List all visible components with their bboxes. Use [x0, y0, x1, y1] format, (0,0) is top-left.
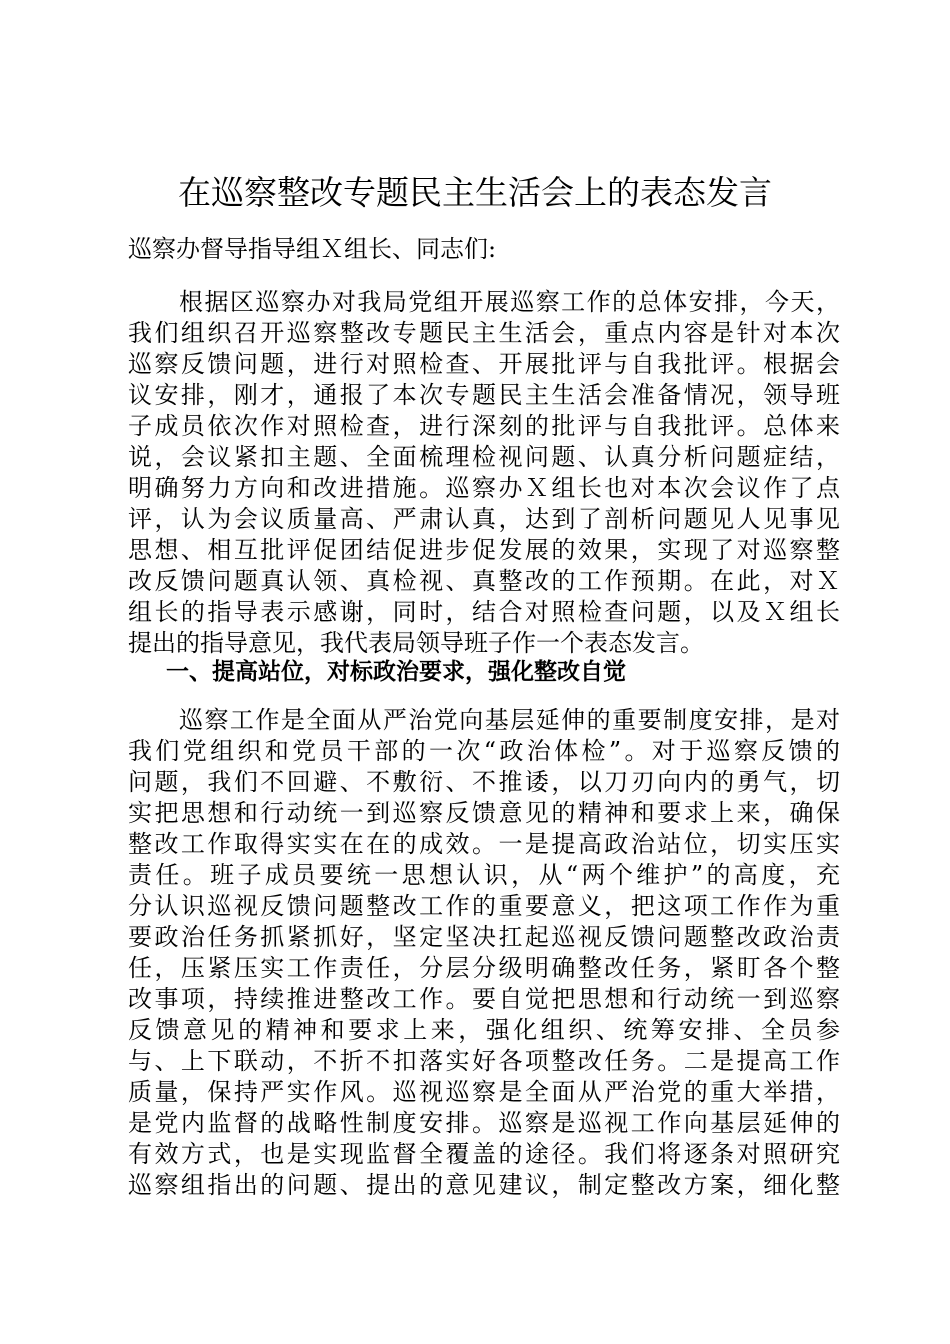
paragraph-line: 组长的指导表示感谢，同时，结合对照检查问题，以及Ｘ组长 [128, 598, 840, 626]
paragraph-line: 子成员依次作对照检查，进行深刻的批评与自我批评。总体来 [128, 412, 840, 440]
paragraph-line: 分认识巡视反馈问题整改工作的重要意义，把这项工作作为重 [128, 892, 840, 920]
paragraph-line: 明确努力方向和改进措施。巡察办Ｘ组长也对本次会议作了点 [128, 474, 840, 502]
paragraph-line: 反馈意见的精神和要求上来，强化组织、统筹安排、全员参 [128, 1016, 840, 1044]
paragraph-line: 责任。班子成员要统一思想认识，从“两个维护”的高度，充 [128, 861, 840, 889]
paragraph-line: 任，压紧压实工作责任，分层分级明确整改任务，紧盯各个整 [128, 954, 840, 982]
paragraph-intro [128, 287, 840, 659]
section-heading-1: 一、提高站位，对标政治要求，强化整改自觉 [166, 659, 626, 685]
paragraph-line: 问题，我们不回避、不敷衍、不推诿，以刀刃向内的勇气，切 [128, 768, 840, 796]
paragraph-line: 改事项，持续推进整改工作。要自觉把思想和行动统一到巡察 [128, 985, 840, 1013]
paragraph-line: 提出的指导意见，我代表局领导班子作一个表态发言。 [128, 629, 704, 657]
paragraph-line: 议安排，刚才，通报了本次专题民主生活会准备情况，领导班 [128, 381, 840, 409]
paragraph-line: 根据区巡察办对我局党组开展巡察工作的总体安排，今天， [128, 288, 840, 316]
paragraph-line: 说，会议紧扣主题、全面梳理检视问题、认真分析问题症结， [128, 443, 840, 471]
paragraph-line: 巡察组指出的问题、提出的意见建议，制定整改方案，细化整 [128, 1171, 840, 1199]
paragraph-line: 有效方式，也是实现监督全覆盖的途径。我们将逐条对照研究 [128, 1140, 840, 1168]
paragraph-line: 我们党组织和党员干部的一次“政治体检”。对于巡察反馈的 [128, 737, 840, 765]
paragraph-line: 整改工作取得实实在在的成效。一是提高政治站位，切实压实 [128, 830, 840, 858]
paragraph-line: 要政治任务抓紧抓好，坚定坚决扛起巡视反馈问题整改政治责 [128, 923, 840, 951]
paragraph-line: 质量，保持严实作风。巡视巡察是全面从严治党的重大举措， [128, 1078, 840, 1106]
paragraph-line: 是党内监督的战略性制度安排。巡察是巡视工作向基层延伸的 [128, 1109, 840, 1137]
paragraph-line: 巡察工作是全面从严治党向基层延伸的重要制度安排，是对 [128, 706, 840, 734]
paragraph-line: 与、上下联动，不折不扣落实好各项整改任务。二是提高工作 [128, 1047, 840, 1075]
paragraph-line: 改反馈问题真认领、真检视、真整改的工作预期。在此，对Ｘ [128, 567, 840, 595]
paragraph-line: 实把思想和行动统一到巡察反馈意见的精神和要求上来，确保 [128, 799, 840, 827]
paragraph-line: 评，认为会议质量高、严肃认真，达到了剖析问题见人见事见 [128, 505, 840, 533]
paragraph-section-1 [128, 705, 840, 1201]
document-title: 在巡察整改专题民主生活会上的表态发言 [178, 173, 772, 212]
paragraph-line: 我们组织召开巡察整改专题民主生活会，重点内容是针对本次 [128, 319, 840, 347]
salutation: 巡察办督导指导组Ｘ组长、同志们: [128, 235, 497, 263]
paragraph-line: 巡察反馈问题，进行对照检查、开展批评与自我批评。根据会 [128, 350, 840, 378]
paragraph-line: 思想、相互批评促团结促进步促发展的效果，实现了对巡察整 [128, 536, 840, 564]
